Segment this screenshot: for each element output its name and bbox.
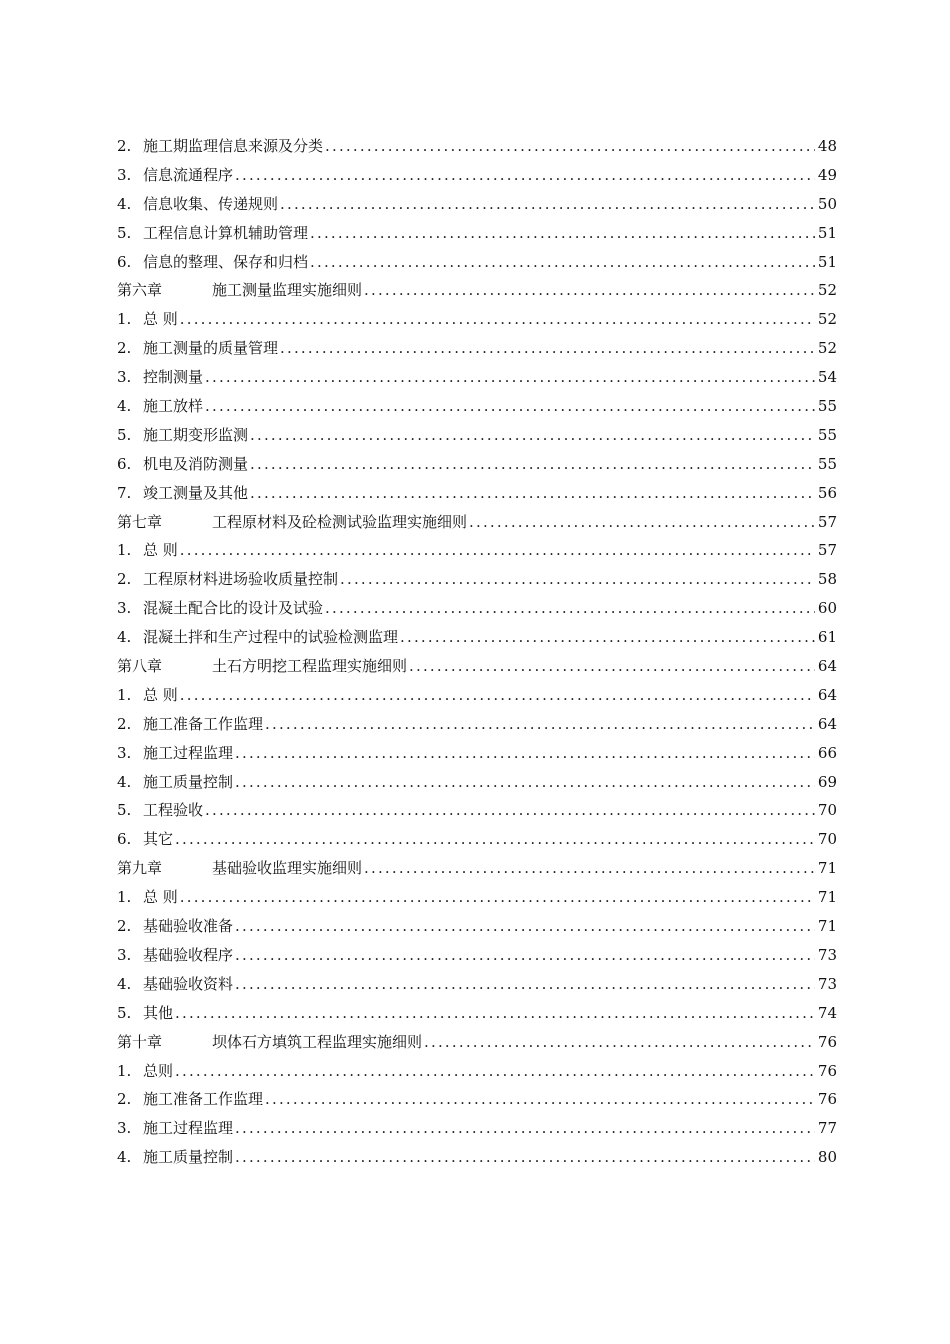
toc-entry-title: 总 则 xyxy=(143,541,178,560)
toc-section-entry[interactable] xyxy=(117,1085,837,1114)
toc-dot-leader xyxy=(409,652,815,681)
toc-dot-leader xyxy=(205,363,815,392)
toc-entry-number: 1. xyxy=(117,888,132,907)
toc-entry-number: 第八章 xyxy=(117,657,163,676)
toc-entry-title: 信息流通程序 xyxy=(143,165,234,184)
toc-entry-number: 2. xyxy=(117,339,132,358)
toc-dot-leader xyxy=(205,392,815,421)
toc-entry-title: 竣工测量及其他 xyxy=(143,483,249,502)
toc-entry-title: 信息的整理、保存和归档 xyxy=(143,252,309,271)
toc-section-entry[interactable] xyxy=(117,796,837,825)
toc-entry-number: 3. xyxy=(117,165,132,184)
toc-entry-number: 1. xyxy=(117,310,132,329)
toc-dot-leader xyxy=(265,710,815,739)
toc-entry-number: 第七章 xyxy=(117,512,163,531)
toc-entry-title: 混凝土配合比的设计及试验 xyxy=(143,599,324,618)
toc-section-entry[interactable] xyxy=(117,739,837,768)
toc-section-entry[interactable] xyxy=(117,161,837,190)
toc-dot-leader xyxy=(340,565,815,594)
toc-page-number: 69 xyxy=(817,772,837,791)
toc-page-number: 80 xyxy=(817,1148,837,1167)
toc-entry-number: 1. xyxy=(117,685,132,704)
toc-page-number: 70 xyxy=(817,830,837,849)
toc-page-number: 48 xyxy=(817,137,837,155)
toc-page-number: 61 xyxy=(817,628,837,647)
toc-page-number: 70 xyxy=(817,801,837,820)
toc-entry-number: 4. xyxy=(117,397,132,416)
toc-dot-leader xyxy=(325,132,815,161)
toc-page-number: 52 xyxy=(817,281,837,300)
toc-section-entry[interactable] xyxy=(117,565,837,594)
toc-entry-number: 1. xyxy=(117,1061,132,1080)
table-of-contents xyxy=(117,132,837,1172)
toc-section-entry[interactable] xyxy=(117,912,837,941)
toc-section-entry[interactable] xyxy=(117,681,837,710)
toc-dot-leader xyxy=(280,190,815,219)
toc-section-entry[interactable] xyxy=(117,1114,837,1143)
toc-entry-number: 2. xyxy=(117,714,132,733)
toc-dot-leader xyxy=(235,941,815,970)
toc-entry-title: 施工准备工作监理 xyxy=(143,1090,264,1109)
toc-entry-title: 施工质量控制 xyxy=(143,772,234,791)
toc-dot-leader xyxy=(205,796,815,825)
toc-entry-title: 施工测量的质量管理 xyxy=(143,339,279,358)
toc-page-number: 71 xyxy=(817,888,837,907)
toc-dot-leader xyxy=(175,999,815,1028)
toc-chapter-entry[interactable] xyxy=(117,652,837,681)
toc-entry-title: 基础验收程序 xyxy=(143,945,234,964)
toc-dot-leader xyxy=(235,739,815,768)
toc-page-number: 51 xyxy=(817,223,837,242)
toc-page-number: 50 xyxy=(817,194,837,213)
toc-entry-title: 基础验收准备 xyxy=(143,917,234,936)
toc-page-number: 66 xyxy=(817,743,837,762)
toc-page-number: 57 xyxy=(817,512,837,531)
toc-dot-leader xyxy=(235,161,815,190)
toc-entry-number: 4. xyxy=(117,974,132,993)
toc-section-entry[interactable] xyxy=(117,132,837,161)
toc-entry-number: 第九章 xyxy=(117,859,163,878)
toc-entry-number: 3. xyxy=(117,599,132,618)
toc-chapter-entry[interactable] xyxy=(117,508,837,537)
toc-dot-leader xyxy=(235,970,815,999)
toc-page-number: 58 xyxy=(817,570,837,589)
toc-entry-title: 坝体石方填筑工程监理实施细则 xyxy=(212,1032,423,1051)
toc-page-number: 55 xyxy=(817,425,837,444)
toc-section-entry[interactable] xyxy=(117,768,837,797)
toc-dot-leader xyxy=(180,681,815,710)
toc-entry-title: 施工测量监理实施细则 xyxy=(212,281,363,300)
toc-page-number: 73 xyxy=(817,945,837,964)
toc-dot-leader xyxy=(280,334,815,363)
toc-section-entry[interactable] xyxy=(117,623,837,652)
toc-entry-title: 土石方明挖工程监理实施细则 xyxy=(212,657,408,676)
toc-entry-title: 总 则 xyxy=(143,685,178,704)
toc-page-number: 71 xyxy=(817,859,837,878)
toc-page-number: 64 xyxy=(817,714,837,733)
toc-entry-number: 4. xyxy=(117,194,132,213)
toc-section-entry[interactable] xyxy=(117,1057,837,1086)
toc-section-entry[interactable] xyxy=(117,883,837,912)
toc-entry-number: 5. xyxy=(117,1003,132,1022)
toc-chapter-entry[interactable] xyxy=(117,1028,837,1057)
toc-chapter-entry[interactable] xyxy=(117,276,837,305)
toc-page-number: 76 xyxy=(817,1032,837,1051)
toc-section-entry[interactable] xyxy=(117,190,837,219)
toc-page-number: 60 xyxy=(817,599,837,618)
toc-entry-title: 总则 xyxy=(143,1061,174,1080)
toc-dot-leader xyxy=(424,1028,815,1057)
toc-entry-number: 第六章 xyxy=(117,281,163,300)
toc-dot-leader xyxy=(364,276,815,305)
toc-section-entry[interactable] xyxy=(117,421,837,450)
toc-entry-title: 施工过程监理 xyxy=(143,743,234,762)
toc-page-number: 57 xyxy=(817,541,837,560)
toc-page-number: 54 xyxy=(817,368,837,387)
toc-entry-title: 施工期监理信息来源及分类 xyxy=(143,137,324,155)
toc-dot-leader xyxy=(250,479,815,508)
toc-entry-title: 施工期变形监测 xyxy=(143,425,249,444)
toc-entry-number: 2. xyxy=(117,1090,132,1109)
toc-entry-title: 机电及消防测量 xyxy=(143,454,249,473)
toc-entry-title: 施工放样 xyxy=(143,397,204,416)
toc-dot-leader xyxy=(235,1143,815,1172)
toc-section-entry[interactable] xyxy=(117,219,837,248)
toc-entry-title: 其他 xyxy=(143,1003,174,1022)
toc-section-entry[interactable] xyxy=(117,710,837,739)
toc-entry-title: 总 则 xyxy=(143,888,178,907)
toc-dot-leader xyxy=(310,248,815,277)
toc-page-number: 64 xyxy=(817,685,837,704)
toc-entry-number: 6. xyxy=(117,252,132,271)
toc-entry-number: 3. xyxy=(117,1119,132,1138)
toc-entry-number: 4. xyxy=(117,772,132,791)
toc-section-entry[interactable] xyxy=(117,594,837,623)
toc-entry-title: 信息收集、传递规则 xyxy=(143,194,279,213)
toc-page-number: 74 xyxy=(817,1003,837,1022)
toc-section-entry[interactable] xyxy=(117,970,837,999)
toc-page-number: 49 xyxy=(817,165,837,184)
toc-entry-number: 第十章 xyxy=(117,1032,163,1051)
toc-entry-title: 施工过程监理 xyxy=(143,1119,234,1138)
toc-entry-number: 5. xyxy=(117,425,132,444)
toc-dot-leader xyxy=(235,1114,815,1143)
toc-entry-number: 3. xyxy=(117,368,132,387)
toc-entry-number: 3. xyxy=(117,743,132,762)
toc-entry-title: 总 则 xyxy=(143,310,178,329)
toc-entry-title: 工程原材料及砼检测试验监理实施细则 xyxy=(212,512,468,531)
toc-entry-title: 其它 xyxy=(143,830,174,849)
toc-entry-number: 5. xyxy=(117,223,132,242)
toc-entry-number: 4. xyxy=(117,628,132,647)
toc-dot-leader xyxy=(265,1085,815,1114)
toc-dot-leader xyxy=(180,305,815,334)
toc-section-entry[interactable] xyxy=(117,248,837,277)
toc-page-number: 71 xyxy=(817,917,837,936)
toc-entry-number: 6. xyxy=(117,830,132,849)
toc-section-entry[interactable] xyxy=(117,1143,837,1172)
toc-section-entry[interactable] xyxy=(117,392,837,421)
toc-dot-leader xyxy=(180,536,815,565)
toc-page-number: 55 xyxy=(817,397,837,416)
toc-page-number: 77 xyxy=(817,1119,837,1138)
toc-entry-number: 1. xyxy=(117,541,132,560)
toc-page-number: 56 xyxy=(817,483,837,502)
toc-entry-title: 基础验收监理实施细则 xyxy=(212,859,363,878)
toc-entry-number: 2. xyxy=(117,917,132,936)
toc-section-entry[interactable] xyxy=(117,334,837,363)
toc-dot-leader xyxy=(469,508,815,537)
toc-entry-number: 6. xyxy=(117,454,132,473)
toc-entry-title: 基础验收资料 xyxy=(143,974,234,993)
toc-dot-leader xyxy=(235,912,815,941)
toc-section-entry[interactable] xyxy=(117,363,837,392)
toc-chapter-entry[interactable] xyxy=(117,854,837,883)
toc-page-number: 55 xyxy=(817,454,837,473)
toc-dot-leader xyxy=(310,219,815,248)
toc-entry-title: 施工质量控制 xyxy=(143,1148,234,1167)
toc-entry-title: 混凝土拌和生产过程中的试验检测监理 xyxy=(143,628,399,647)
toc-page-number: 52 xyxy=(817,339,837,358)
toc-page-number: 76 xyxy=(817,1090,837,1109)
toc-dot-leader xyxy=(180,883,815,912)
toc-entry-title: 工程原材料进场验收质量控制 xyxy=(143,570,339,589)
toc-section-entry[interactable] xyxy=(117,479,837,508)
toc-entry-title: 工程信息计算机辅助管理 xyxy=(143,223,309,242)
toc-dot-leader xyxy=(364,854,815,883)
toc-entry-title: 控制测量 xyxy=(143,368,204,387)
toc-section-entry[interactable] xyxy=(117,450,837,479)
toc-entry-number: 2. xyxy=(117,137,132,155)
toc-entry-number: 7. xyxy=(117,483,132,502)
toc-dot-leader xyxy=(175,825,815,854)
toc-page-number: 76 xyxy=(817,1061,837,1080)
toc-section-entry[interactable] xyxy=(117,305,837,334)
toc-entry-number: 5. xyxy=(117,801,132,820)
toc-page-number: 52 xyxy=(817,310,837,329)
toc-dot-leader xyxy=(400,623,815,652)
toc-dot-leader xyxy=(325,594,815,623)
toc-dot-leader xyxy=(175,1057,815,1086)
toc-page-number: 51 xyxy=(817,252,837,271)
toc-page-number: 64 xyxy=(817,657,837,676)
toc-dot-leader xyxy=(235,768,815,797)
toc-section-entry[interactable] xyxy=(117,941,837,970)
toc-entry-number: 3. xyxy=(117,945,132,964)
toc-dot-leader xyxy=(250,450,815,479)
toc-entry-number: 4. xyxy=(117,1148,132,1167)
toc-section-entry[interactable] xyxy=(117,999,837,1028)
toc-section-entry[interactable] xyxy=(117,536,837,565)
toc-entry-number: 2. xyxy=(117,570,132,589)
toc-entry-title: 施工准备工作监理 xyxy=(143,714,264,733)
toc-entry-title: 工程验收 xyxy=(143,801,204,820)
toc-section-entry[interactable] xyxy=(117,825,837,854)
toc-dot-leader xyxy=(250,421,815,450)
toc-page-number: 73 xyxy=(817,974,837,993)
